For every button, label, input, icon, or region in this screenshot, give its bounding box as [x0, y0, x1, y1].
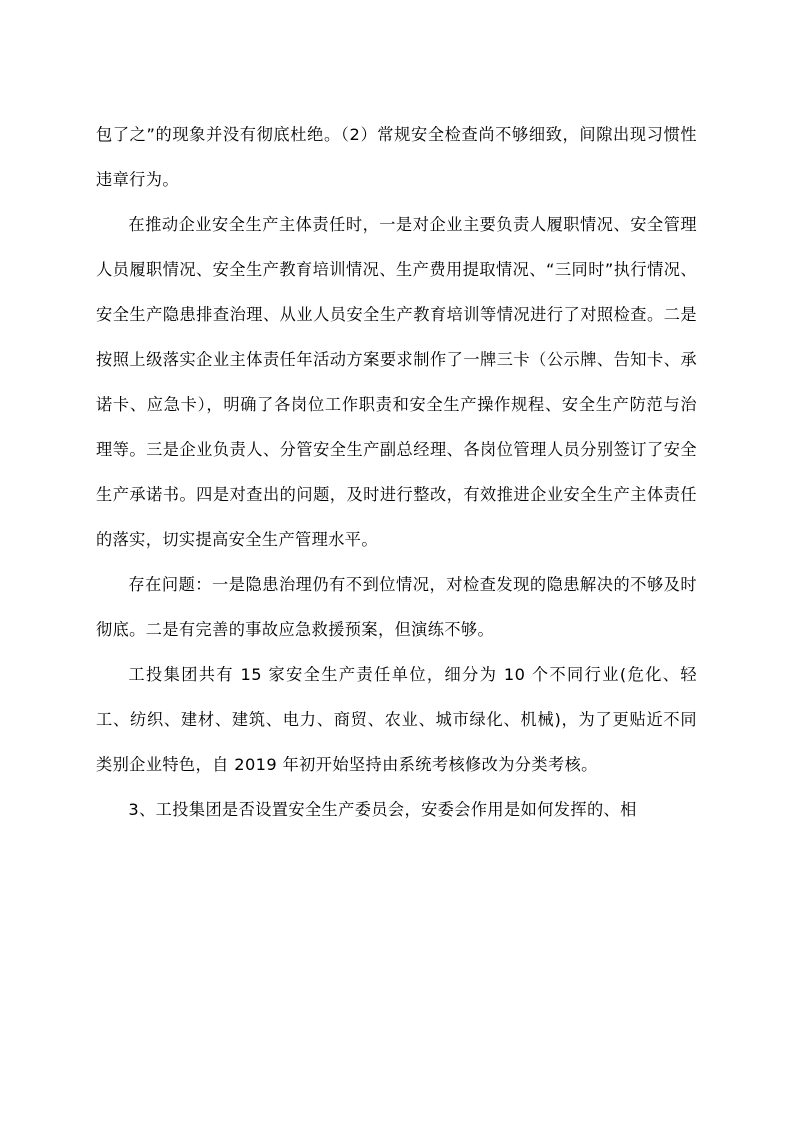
paragraph-4: 工投集团共有 15 家安全生产责任单位，细分为 10 个不同行业(危化、轻工、纺织、建材、建筑、电力、商贸、农业、城市绿化、机械)，为了更贴近不同类别企业特色，自 2019 年初开始坚持由系统考核修改为分类考核。: [96, 665, 697, 774]
paragraph-1: 包了之”的现象并没有彻底杜绝。（2）常规安全检查尚不够细致，间隙出现习惯性违章行为。: [96, 125, 697, 189]
paragraph-2: 在推动企业安全生产主体责任时，一是对企业主要负责人履职情况、安全管理人员履职情况、安全生产教育培训情况、生产费用提取情况、“三同时”执行情况、安全生产隐患排查治理、从业人员安全生产教育培训等情况进行了对照检查。二是按照上级落实企业主体责任年活动方案要求制作了一牌三卡（公示牌、告知卡、承诺卡、应急卡），明确了各岗位工作职责和安全生产操作规程、安全生产防范与治理等。三是企业负责人、分管安全生产副总经理、各岗位管理人员分别签订了安全生产承诺书。四是对查出的问题，及时进行整改，有效推进企业安全生产主体责任的落实，切实提高安全生产管理水平。: [96, 215, 697, 549]
paragraph-5: 3、工投集团是否设置安全生产委员会，安委会作用是如何发挥的、相: [128, 800, 637, 819]
document-body: [96, 112, 697, 832]
paragraph-3: 存在问题：一是隐患治理仍有不到位情况，对检查发现的隐患解决的不够及时彻底。二是有完善的事故应急救援预案，但演练不够。: [96, 575, 697, 639]
